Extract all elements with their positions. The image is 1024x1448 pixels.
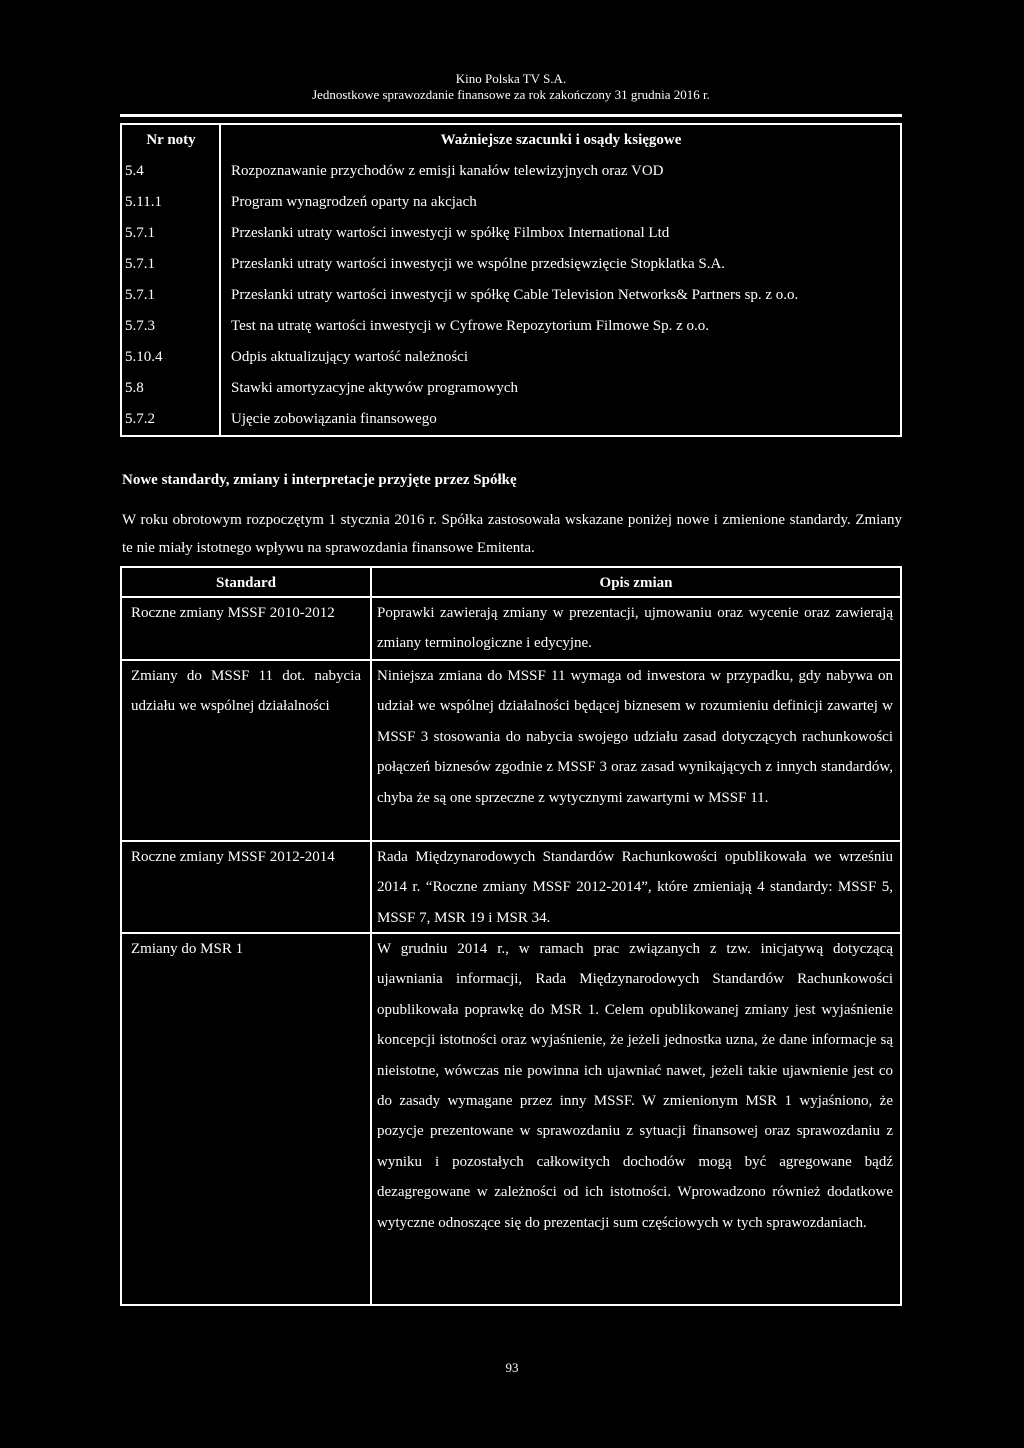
estimate-title: Przesłanki utraty wartości inwestycji we wspólne przedsięwzięcie Stopklatka S.A.	[231, 256, 726, 272]
page-header	[120, 71, 902, 103]
table-row	[122, 156, 900, 187]
note-number: 5.7.1	[125, 287, 155, 303]
estimates-table	[120, 123, 902, 437]
header-report-title: Jednostkowe sprawozdanie finansowe za rok zakończony 31 grudnia 2016 r.	[312, 87, 710, 102]
table-row	[122, 280, 900, 311]
column-divider	[370, 568, 372, 1304]
column-header-title: Ważniejsze szacunki i osądy księgowe	[440, 132, 682, 148]
note-number: 5.7.1	[125, 256, 155, 272]
note-number: 5.4	[125, 163, 144, 179]
table-row	[122, 373, 900, 404]
note-number: 5.8	[125, 380, 144, 396]
table-row	[122, 187, 900, 218]
table-row	[122, 342, 900, 373]
change-description: Niniejsza zmiana do MSSF 11 wymaga od inwestora w przypadku, gdy nabywa on udział we wspólnej działalności będącej biznesem w rozumieniu definicji zawartej w MSSF 3 stosowania do nabycia swojego udziału zasad dotyczących rachunkowości połączeń biznesów zgodnie z MSSF 3 oraz zasad wynikających z innych standardów, chyba że są one sprzeczne z wytycznymi zawartymi w MSSF 11.	[377, 668, 893, 806]
page-number: 93	[505, 1360, 519, 1375]
change-description: W grudniu 2014 r., w ramach prac związanych z tzw. inicjatywą dotyczącą ujawniania informacji, Rada Międzynarodowych Standardów Rachunkowości opublikowała poprawkę do MSR 1. Celem opublikowanej zmiany jest wyjaśnienie koncepcji istotności oraz wyjaśnienie, że jeżeli jednostka uzna, że dane informacje są nieistotne, wówczas nie powinna ich ujawniać nawet, jeżeli takie ujawnienie jest co do zasady wymagane przez inny MSSF. W zmienionym MSR 1 wyjaśniono, że pozycje prezentowane w sprawozdaniu z sytuacji finansowej oraz sprawozdaniu z wyniku i pozostałych całkowitych dochodów mogą być agregowane bądź dezagregowane w zależności od ich istotności. Wprowadzono również dodatkowe wytyczne odnoszące się do prezentacji sum częściowych w tych sprawozdaniach.	[377, 941, 893, 1231]
table-row	[122, 218, 900, 249]
note-number: 5.10.4	[125, 349, 163, 365]
change-description: Rada Międzynarodowych Standardów Rachunkowości opublikowała we wrześniu 2014 r. “Roczne zmiany MSSF 2012-2014”, które zmieniają 4 standardy: MSSF 5, MSSF 7, MSR 19 i MSR 34.	[377, 849, 893, 926]
standard-name: Roczne zmiany MSSF 2012-2014	[131, 849, 335, 865]
note-number: 5.7.3	[125, 318, 155, 334]
estimate-title: Ujęcie zobowiązania finansowego	[231, 411, 437, 427]
change-description: Poprawki zawierają zmiany w prezentacji, ujmowaniu oraz wycenie oraz zawierają zmiany terminologiczne i edycyjne.	[377, 605, 893, 652]
header-company: Kino Polska TV S.A.	[455, 71, 567, 86]
table-row	[122, 311, 900, 342]
header-rule	[120, 114, 902, 117]
table-header-row	[122, 125, 900, 156]
estimate-title: Program wynagrodzeń oparty na akcjach	[231, 194, 477, 210]
column-header-changes: Opis zmian	[599, 575, 673, 591]
standards-table	[120, 566, 902, 1306]
standard-name: Zmiany do MSR 1	[131, 941, 244, 957]
estimate-title: Rozpoznawanie przychodów z emisji kanałów telewizyjnych oraz VOD	[231, 163, 664, 179]
estimate-title: Test na utratę wartości inwestycji w Cyfrowe Repozytorium Filmowe Sp. z o.o.	[231, 318, 710, 334]
estimate-title: Stawki amortyzacyjne aktywów programowych	[231, 380, 518, 396]
note-number: 5.11.1	[125, 194, 162, 210]
intro-paragraph: W roku obrotowym rozpoczętym 1 stycznia 2016 r. Spółka zastosowała wskazane poniżej nowe i zmienione standardy. Zmiany te nie miały istotnego wpływu na sprawozdania finansowe Emitenta.	[122, 512, 902, 556]
note-number: 5.7.1	[125, 225, 155, 241]
standard-name: Roczne zmiany MSSF 2010-2012	[131, 605, 335, 621]
column-header-standard: Standard	[215, 575, 277, 591]
note-number: 5.7.2	[125, 411, 155, 427]
table-row	[122, 249, 900, 280]
estimate-title: Odpis aktualizujący wartość należności	[231, 349, 468, 365]
section-heading: Nowe standardy, zmiany i interpretacje przyjęte przez Spółkę	[122, 472, 517, 488]
estimate-title: Przesłanki utraty wartości inwestycji w spółkę Filmbox International Ltd	[231, 225, 670, 241]
standard-name: Zmiany do MSSF 11 dot. nabycia udziału we wspólnej działalności	[131, 668, 361, 715]
table-row	[122, 404, 900, 435]
column-header-note: Nr noty	[146, 132, 196, 148]
estimate-title: Przesłanki utraty wartości inwestycji w spółkę Cable Television Networks& Partners sp. z o.o.	[231, 287, 799, 303]
